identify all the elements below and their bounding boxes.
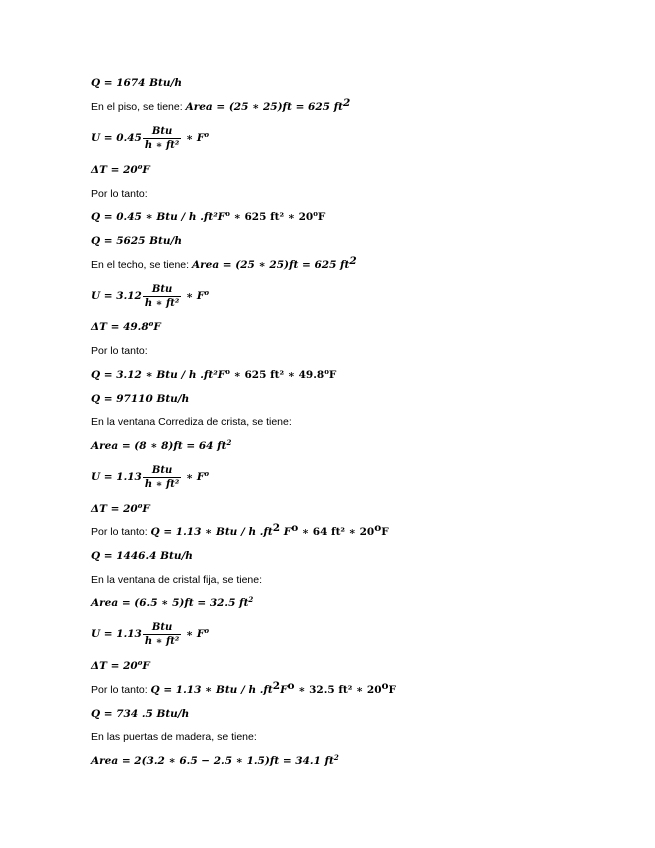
equation-line-2: En el piso, se tiene: Area = (25 ∗ 25)ft = 625 $ft^2$ [91,97,351,113]
equation-line-9: U = 3.12 $\frac{\text{Btu}}{\text{h ∗ ft²}}$ ∗ $F^o$ [91,283,209,309]
equation-line-17: $\Delta T = 20^oF$ [91,501,150,515]
text-line-11: Por lo tanto: [91,345,148,357]
equation-line-23: $\Delta T = 20^oF$ [91,658,150,672]
equation-line-19: Q = 1446.4 Btu/h [91,550,193,562]
equation-line-27: Area = 2(3.2 ∗ 6.5 − 2.5 ∗ 1.5)ft = 34.1 $ft^2$ [91,753,339,767]
equation-line-18: Por lo tanto: Q = 1.13 ∗ Btu / h $.ft^2$ $F^o$ ∗ 64 ft² ∗ 20$^o$F [91,522,389,538]
equation-line-4: $\Delta T = 20^oF$ [91,162,150,176]
equation-line-3: U = 0.45 $\frac{\text{Btu}}{\text{h ∗ ft²}}$ ∗ $F^o$ [91,125,209,151]
text-line-14: En la ventana Corrediza de crista, se tiene: [91,416,292,428]
fraction: $\frac{\text{Btu}}{\text{h ∗ ft²}}$ [144,283,180,309]
equation-line-8: En el techo, se tiene: Area = (25 ∗ 25)ft = 625 $ft^2$ [91,255,357,271]
fraction: $\frac{\text{Btu}}{\text{h ∗ ft²}}$ [144,464,180,490]
equation-line-10: $\Delta T = 49.8^oF$ [91,319,161,333]
equation-line-22: U = 1.13 $\frac{\text{Btu}}{\text{h ∗ ft²}}$ ∗ $F^o$ [91,621,209,647]
text-line-5: Por lo tanto: [91,188,148,200]
equation-line-25: Q = 734 .5 Btu/h [91,708,190,720]
equation-line-7: Q = 5625 Btu/h [91,235,182,247]
equation-line-21: Area = (6.5 ∗ 5)ft = 32.5 $ft^2$ [91,595,254,609]
equation-line-16: U = 1.13 $\frac{\text{Btu}}{\text{h ∗ ft²}}$ ∗ $F^o$ [91,464,209,490]
text-line-20: En la ventana de cristal fija, se tiene: [91,574,263,586]
text-line-26: En las puertas de madera, se tiene: [91,731,257,743]
fraction: $\frac{\text{Btu}}{\text{h ∗ ft²}}$ [144,125,180,151]
equation-line-24: Por lo tanto: Q = 1.13 ∗ Btu / h $.ft^2F^o$ ∗ 32.5 ft² ∗ 20$^o$F [91,680,396,696]
fraction: $\frac{\text{Btu}}{\text{h ∗ ft²}}$ [144,621,180,647]
equation-line-13: Q = 97110 Btu/h [91,393,190,405]
equation-line-12: Q = 3.12 ∗ Btu / h $.ft^2F^o$ ∗ 625 ft² ∗ 49.8$^o$F [91,367,337,381]
equation-line-1: Q = 1674 Btu/h [91,77,182,89]
equation-line-6: Q = 0.45 ∗ Btu / h $.ft^2F^o$ ∗ 625 ft² ∗ 20$^o$F [91,209,326,223]
equation-line-15: Area = (8 ∗ 8)ft = 64 $ft^2$ [91,438,232,452]
